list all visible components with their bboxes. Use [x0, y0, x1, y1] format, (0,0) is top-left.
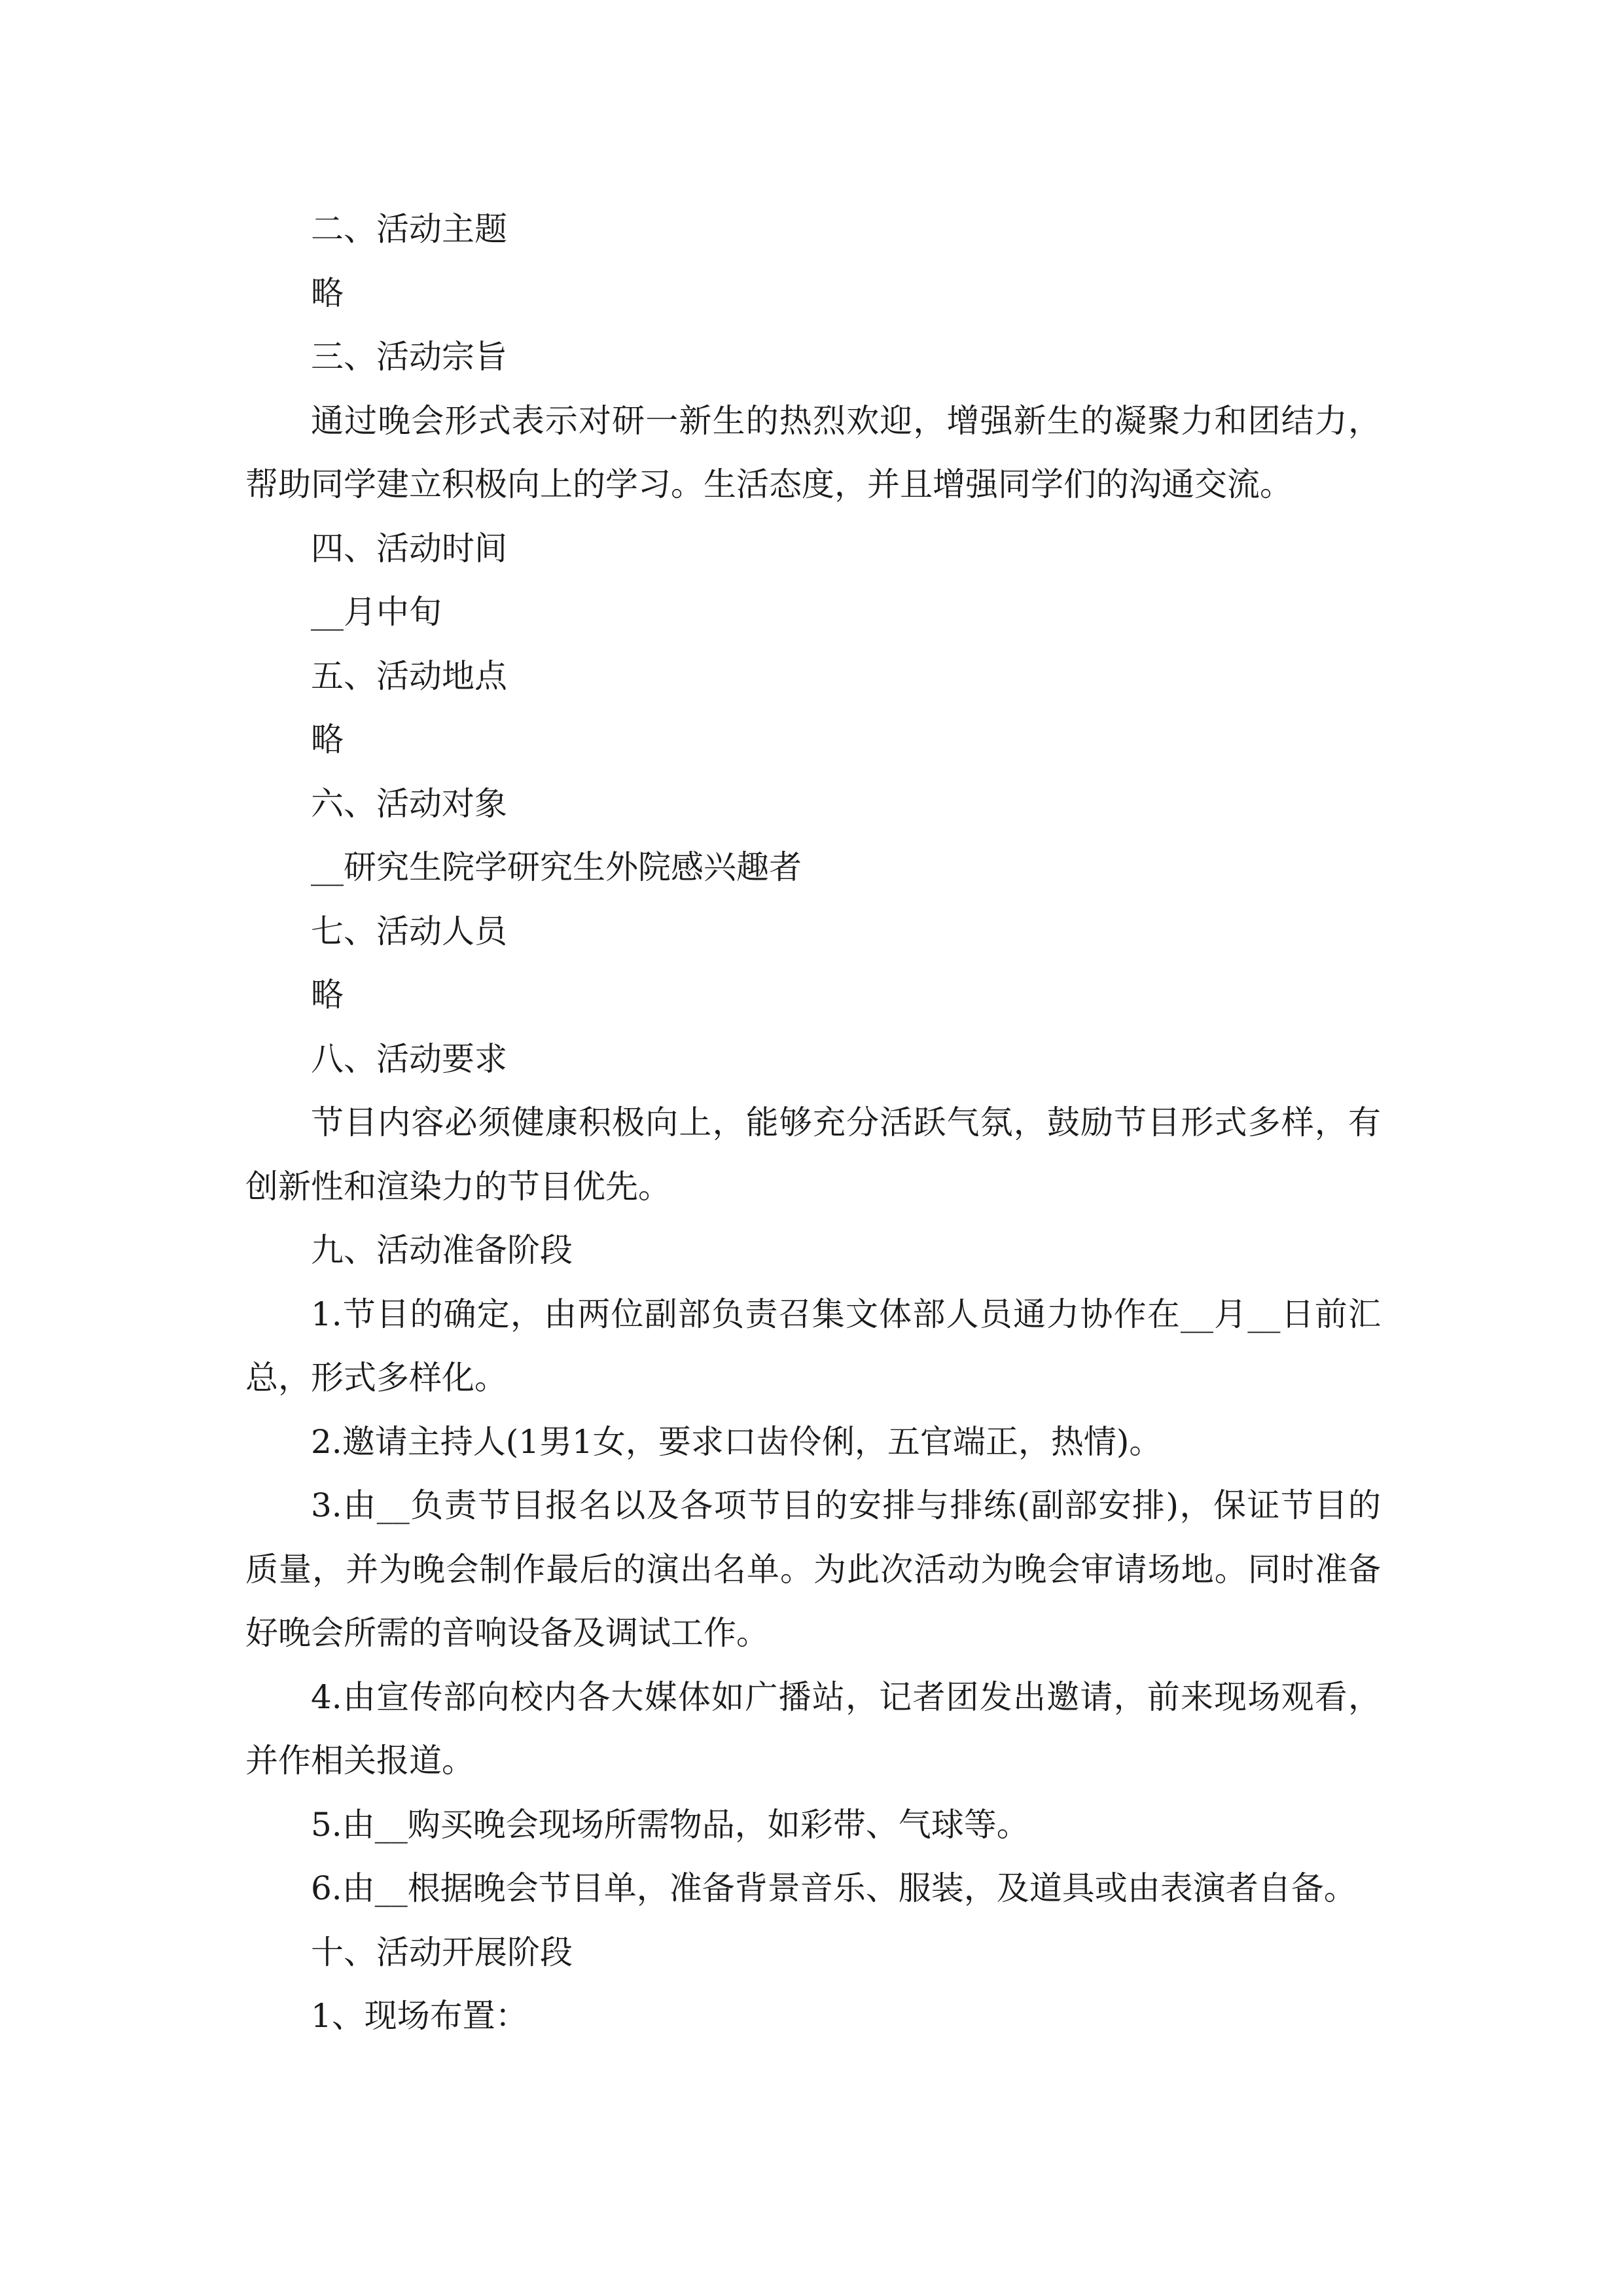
paragraph: 略 — [311, 721, 344, 759]
list-item: 1、现场布置： — [311, 1997, 528, 2035]
document-body — [245, 198, 1381, 2049]
paragraph: 略 — [311, 976, 344, 1014]
paragraph: __月中旬 — [311, 593, 442, 631]
section-heading-purpose: 三、活动宗旨 — [311, 338, 507, 376]
paragraph: 节目内容必须健康积极向上，能够充分活跃气氛，鼓励节目形式多样，有创新性和渲染力的节目优先。 — [245, 1103, 1381, 1206]
list-item: 5.由__购买晚会现场所需物品，如彩带、气球等。 — [311, 1805, 1029, 1844]
list-item: 4.由宣传部向校内各大媒体如广播站，记者团发出邀请，前来现场观看，并作相关报道。 — [245, 1677, 1381, 1780]
section-heading-requirements: 八、活动要求 — [311, 1039, 507, 1078]
list-item: 1.节目的确定，由两位副部负责召集文体部人员通力协作在__月__日前汇总，形式多样化。 — [245, 1295, 1381, 1397]
list-item: 2.邀请主持人(1男1女，要求口齿伶俐，五官端正，热情)。 — [311, 1422, 1162, 1461]
paragraph: __研究生院学研究生外院感兴趣者 — [311, 848, 802, 886]
paragraph: 通过晚会形式表示对研一新生的热烈欢迎，增强新生的凝聚力和团结力，帮助同学建立积极向上的学习。生活态度，并且增强同学们的沟通交流。 — [245, 401, 1381, 503]
section-heading-theme: 二、活动主题 — [311, 210, 507, 248]
section-heading-audience: 六、活动对象 — [311, 784, 507, 823]
section-heading-execution: 十、活动开展阶段 — [311, 1933, 573, 1971]
list-item: 6.由__根据晚会节目单，准备背景音乐、服装，及道具或由表演者自备。 — [311, 1869, 1357, 1907]
section-heading-location: 五、活动地点 — [311, 656, 507, 695]
section-heading-time: 四、活动时间 — [311, 529, 507, 567]
section-heading-staff: 七、活动人员 — [311, 912, 507, 950]
list-item: 3.由__负责节目报名以及各项节目的安排与排练(副部安排)，保证节目的质量，并为晚会制作最后的演出名单。为此次活动为晚会审请场地。同时准备好晚会所需的音响设备及调试工作。 — [245, 1486, 1381, 1652]
section-heading-preparation: 九、活动准备阶段 — [311, 1231, 573, 1269]
paragraph: 略 — [311, 274, 344, 312]
